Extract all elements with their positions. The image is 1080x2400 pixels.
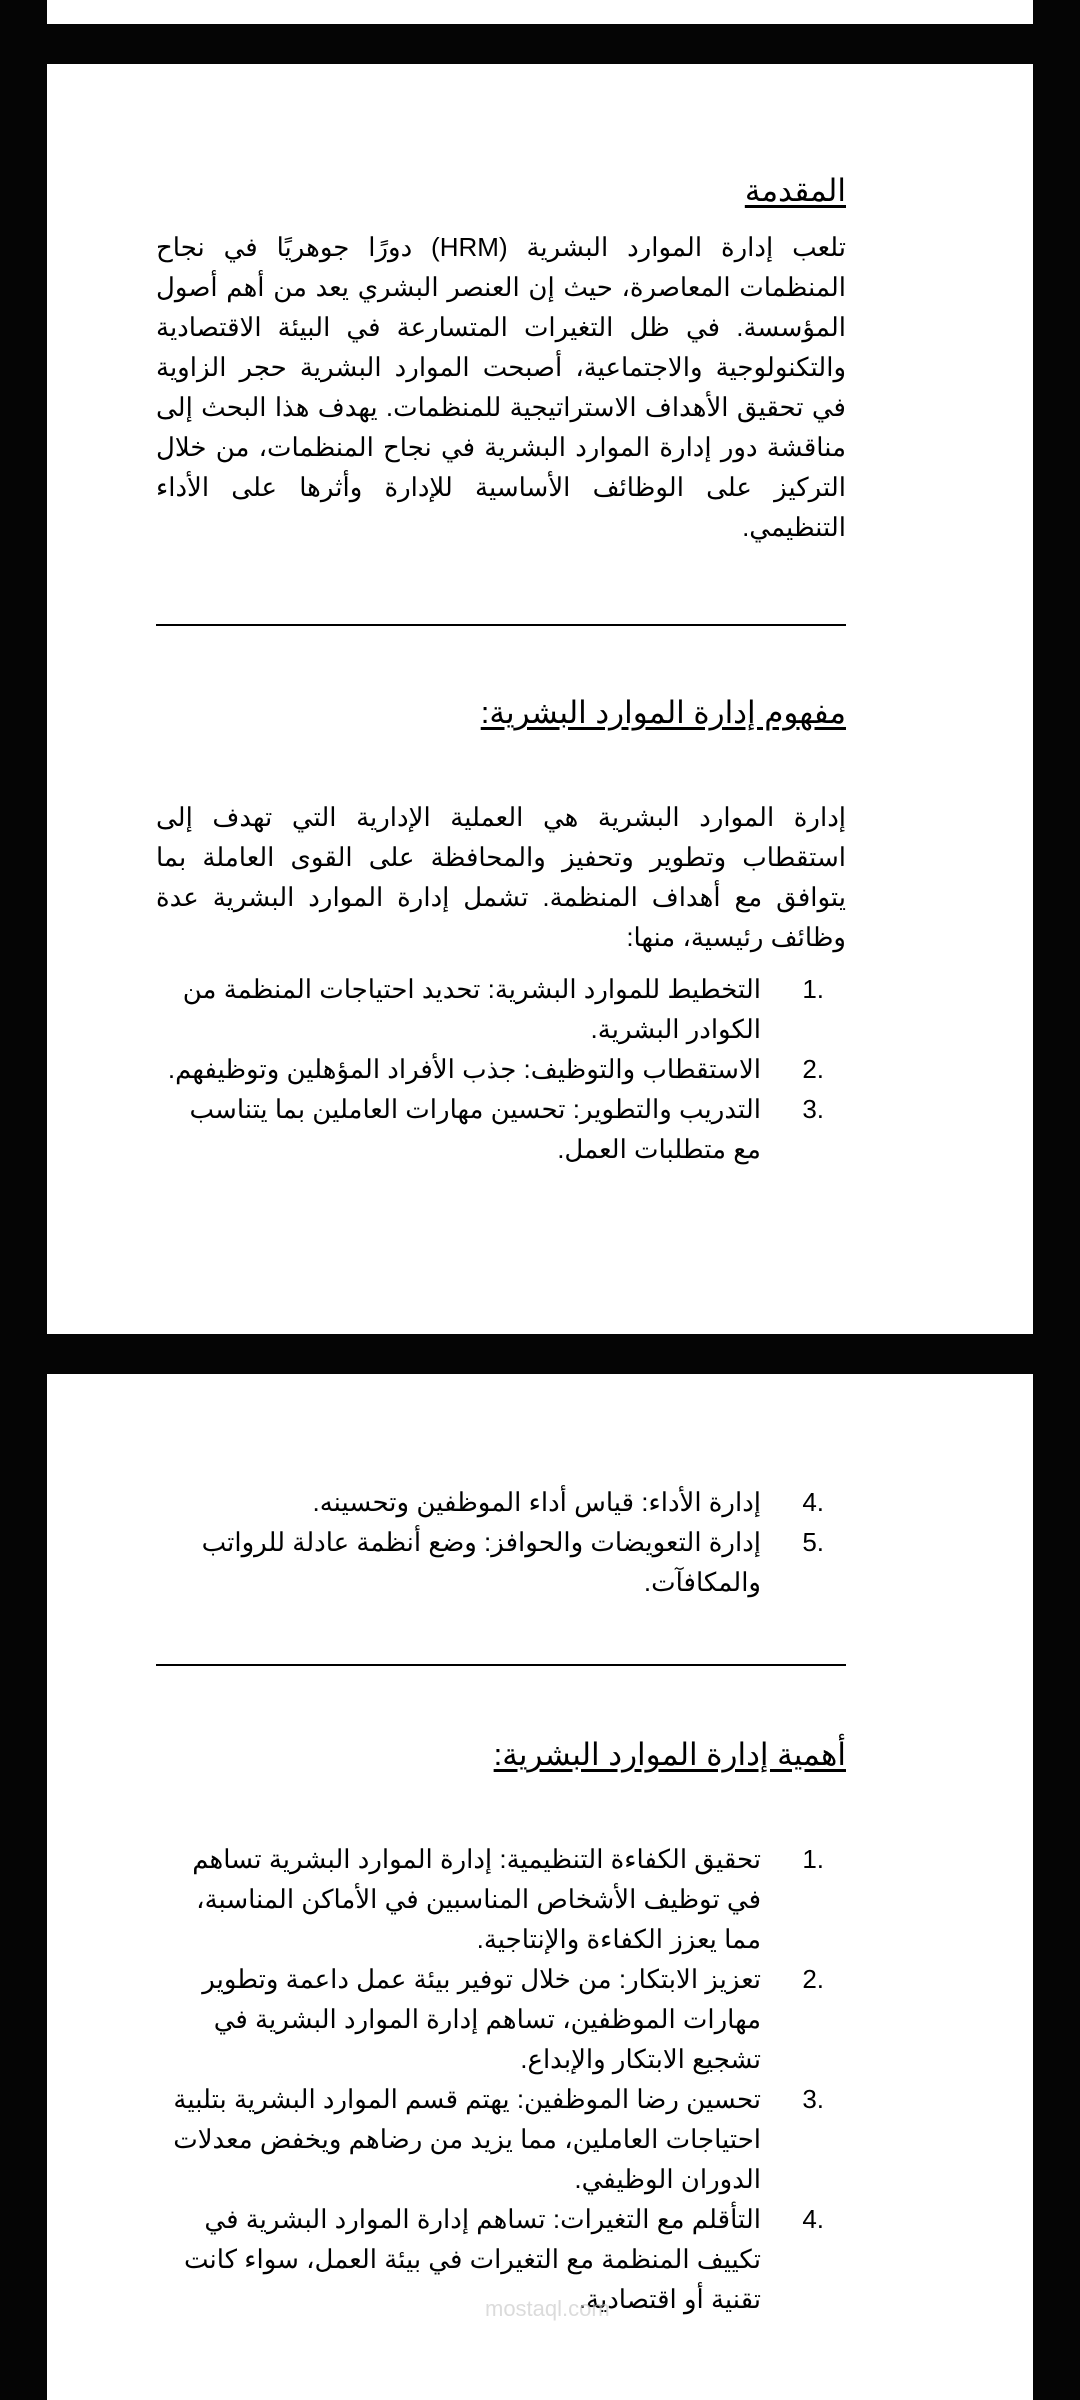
- list-item: [156, 2079, 846, 2199]
- document-page-2: [47, 1374, 1033, 2400]
- intro-paragraph: تلعب إدارة الموارد البشرية (HRM) دورًا جوهريًا في نجاح المنظمات المعاصرة، حيث إن العنصر البشري يعد من أهم أصول المؤسسة. في ظل التغيرات المتسارعة في البيئة الاقتصادية والتكنولوجية والاجتماعية، أصبحت الموارد البشرية حجر الزاوية في تحقيق الأهداف الاستراتيجية للمنظمات. يهدف هذا البحث إلى مناقشة دور إدارة الموارد البشرية في نجاح المنظمات، من خلال التركيز على الوظائف الأساسية للإدارة وأثرها على الأداء التنظيمي.: [156, 232, 846, 543]
- list-item: [156, 1049, 846, 1089]
- list-item-text: تحقيق الكفاءة التنظيمية: إدارة الموارد البشرية تساهم في توظيف الأشخاص المناسبين في الأماكن المناسبة، مما يعزز الكفاءة والإنتاجية.: [192, 1844, 761, 1955]
- list-number: 3.: [802, 2084, 824, 2115]
- concept-functions-list-continued: [156, 1482, 846, 1602]
- importance-list: [156, 1839, 846, 2319]
- previous-page-fragment: [47, 0, 1033, 24]
- list-item: [156, 1522, 846, 1602]
- list-item-text: التخطيط للموارد البشرية: تحديد احتياجات المنظمة من الكوادر البشرية.: [182, 974, 761, 1045]
- concept-heading: مفهوم إدارة الموارد البشرية:: [480, 695, 846, 730]
- list-number: 5.: [802, 1527, 824, 1557]
- concept-paragraph: إدارة الموارد البشرية هي العملية الإدارية التي تهدف إلى استقطاب وتطوير وتحفيز والمحافظة على القوى العاملة بما يتوافق مع أهداف المنظمة. تشمل إدارة الموارد البشرية عدة وظائف رئيسية، منها:: [156, 802, 846, 953]
- list-item: [156, 1089, 846, 1169]
- list-item-text: تعزيز الابتكار: من خلال توفير بيئة عمل داعمة وتطوير مهارات الموظفين، تساهم إدارة الموارد البشرية في تشجيع الابتكار والإبداع.: [202, 1964, 761, 2075]
- list-number: 1.: [802, 974, 824, 1005]
- importance-heading: أهمية إدارة الموارد البشرية:: [493, 1737, 846, 1772]
- list-number: 2.: [802, 1964, 824, 1995]
- list-item-text: التأقلم مع التغيرات: تساهم إدارة الموارد البشرية في تكييف المنظمة مع التغيرات في بيئة العمل، سواء كانت تقنية أو اقتصادية.: [183, 2204, 761, 2315]
- importance-section: [156, 1736, 846, 2319]
- list-item-text: إدارة التعويضات والحوافز: وضع أنظمة عادلة للرواتب والمكافآت.: [201, 1527, 761, 1597]
- list-number: 3.: [802, 1094, 824, 1125]
- watermark-logo: mostaql.com: [485, 2296, 610, 2321]
- list-item: [156, 1959, 846, 2079]
- list-number: 4.: [802, 1487, 824, 1517]
- list-item-text: التدريب والتطوير: تحسين مهارات العاملين بما يتناسب مع متطلبات العمل.: [189, 1094, 761, 1165]
- list-item-text: الاستقطاب والتوظيف: جذب الأفراد المؤهلين وتوظيفهم.: [167, 1054, 761, 1085]
- section-divider: [156, 1664, 846, 1666]
- list-item: [156, 1839, 846, 1959]
- intro-heading: المقدمة: [744, 173, 846, 208]
- section-divider: [156, 624, 846, 626]
- concept-functions-list: [156, 969, 846, 1169]
- intro-section: [156, 172, 846, 547]
- concept-section: [156, 694, 846, 1169]
- list-number: 2.: [802, 1054, 824, 1085]
- list-item: [156, 1482, 846, 1522]
- list-item-text: إدارة الأداء: قياس أداء الموظفين وتحسينه.: [312, 1487, 761, 1517]
- document-page-1: [47, 64, 1033, 1334]
- list-item: [156, 969, 846, 1049]
- list-number: 1.: [802, 1844, 824, 1875]
- list-number: 4.: [802, 2204, 824, 2235]
- concept-section-continued: [156, 1482, 846, 1602]
- list-item-text: تحسين رضا الموظفين: يهتم قسم الموارد البشرية بتلبية احتياجات العاملين، مما يزيد من رضاهم ويخفض معدلات الدوران الوظيفي.: [173, 2084, 761, 2195]
